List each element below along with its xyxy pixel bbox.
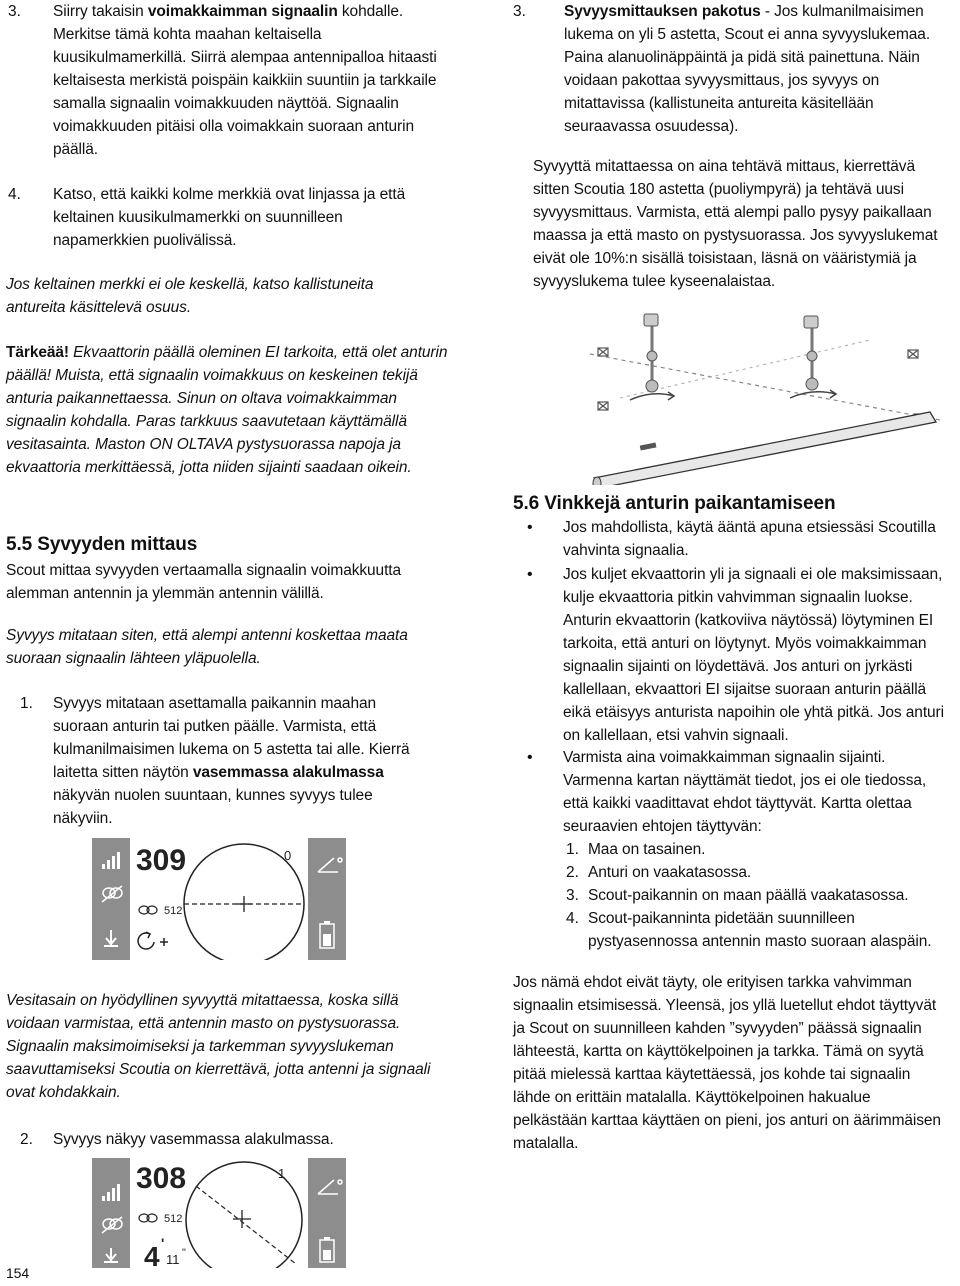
page-number: 154 <box>6 1265 30 1281</box>
condition-1-text: Maa on tasainen. <box>588 841 706 858</box>
count-value: 512 <box>164 905 183 917</box>
depth-inches-value: 11 <box>166 1252 180 1267</box>
buried-pipe <box>593 412 936 485</box>
pole-marker-icon <box>598 348 608 356</box>
count-value: 512 <box>164 1213 183 1225</box>
important-note: Tärkeää! Ekvaattorin päällä oleminen EI tarkoita, että olet anturin päällä! Muista, että signaalin voimakkuus on keskeinen tekijä anturia paikannettaessa. Sinun on oltava voimakkaimman signaalin kohdalla. Paras tarkkuus saavutetaan käyttämällä vesitasainta. Maston ON OLTAVA pystysuorassa napoja ja ekvaattoria merkittäessä, jotta niiden sijainti saadaan oikein. <box>6 344 448 476</box>
tip-bullet-3: Varmista aina voimakkaimman signaalin sijainti. Varmenna kartan näyttämät tiedot, jos ei ole tiedossa, että kaikki vaadittavat ehdot täyttyvät. Kartta olettaa seuraavien ehtojen täyttyvän: <box>563 749 927 835</box>
signal-strength-value: 309 <box>136 844 187 877</box>
bullet-2-dot: • <box>527 566 533 583</box>
angle-value: 0 <box>284 848 292 863</box>
section-5-5-intro: Scout mittaa syvyyden vertaamalla signaalin voimakkuutta alemman antennin ja ylemmän antennin välillä. <box>6 562 402 602</box>
condition-4-text: Scout-paikanninta pidetään suunnilleen pystyasennossa antennin masto suoraan alaspäin. <box>588 910 932 950</box>
signal-strength-value: 308 <box>136 1162 187 1195</box>
feet-mark: ' <box>161 1235 165 1251</box>
condition-4-number: 4. <box>566 910 579 927</box>
right-step3-text: Syvyysmittauksen pakotus - Jos kulmanilmaisimen lukema on yli 5 astetta, Scout ei anna syvyyslukemaa. Paina alanuolinäppäintä ja pidä sitä painettuna. Näin voidaan pakottaa syvyysmittaus, jos syvyys on mitattavissa (kallistuneita antureita käsitellään seuraavassa osuudessa). <box>564 3 931 135</box>
right-step3-number: 3. <box>513 3 526 20</box>
section-5-5-italic: Syvyys mitataan siten, että alempi antenni koskettaa maata suoraan signaalin lähteen yläpuolella. <box>6 627 408 667</box>
tip-bullet-2: Jos kuljet ekvaattorin yli ja signaali ei ole maksimissaan, kulje ekvaattoria pitkin vahvimman signaalin luokse. Anturin ekvaattorin (katkoviiva näytössä) löytyminen EI tarkoita, että anturi on löytynyt. Myös voimakkaimman signaalin sijainti on löydettävä. Jos anturi on jyrkästi kallellaan, ekvaattori EI sijaitse suoraan anturin päällä eikä etäisyys anturista napoihin ole yhtä pitkä. Jos anturi on kallellaan, etsi vahvin signaali. <box>563 566 944 744</box>
section-5-6-title: 5.6 Vinkkejä anturin paikantamiseen <box>513 493 836 514</box>
display-2-graphic <box>92 1158 346 1268</box>
display-1-graphic <box>92 838 346 960</box>
section-5-5-title: 5.5 Syvyyden mittaus <box>6 534 198 555</box>
closing-paragraph: Jos nämä ehdot eivät täyty, ole erityisen tarkka vahvimman signaalin etsimisessä. Yleensä, jos yllä luetellut ehdot täyttyvät ja Scout on suunnilleen kahden ”syvyyden” päässä signaalin lähteestä, kartta on käyttökelpoinen ja tarkka. Tämä on syytä pitää mielessä karttaa käytettäessä, jos kohde tai signaalin lähde on erittäin matalalla. Käyttökelpoinen hakualue pelkästään karttaa käyttäen on pieni, jos anturi on äärimmäisen matalalla. <box>513 974 941 1152</box>
bullet-1-dot: • <box>527 519 533 536</box>
bullet-3-dot: • <box>527 749 533 766</box>
locator-over-pipe-illustration <box>580 310 950 485</box>
condition-3-number: 3. <box>566 887 579 904</box>
left-italic-note: Jos keltainen merkki ei ole keskellä, katso kallistuneita antureita käsittelevä osuus. <box>6 276 374 316</box>
inch-mark: " <box>182 1247 186 1259</box>
condition-2-number: 2. <box>566 864 579 881</box>
locator-device-icon <box>790 316 836 398</box>
angle-value: 1 <box>278 1166 286 1181</box>
illustration-graphic <box>580 310 950 485</box>
left-step3-text: Siirry takaisin voimakkaimman signaalin kohdalle. Merkitse tämä kohta maahan keltaisella kuusikulmamerkillä. Siirrä alempaa antennipalloa hitaasti keltaisesta merkistä poispäin kaikkiin suuntiin ja tarkkaile samalla signaalin voimakkuuden näyttöä. Signaalin voimakkuuden pitäisi olla voimakkain suoraan anturin päällä. <box>53 3 437 158</box>
pole-marker-icon <box>908 350 918 358</box>
condition-2-text: Anturi on vaakatasossa. <box>588 864 752 881</box>
left-step4-number: 4. <box>8 186 21 203</box>
condition-1-number: 1. <box>566 841 579 858</box>
rotate-paragraph: Syvyyttä mitattaessa on aina tehtävä mittaus, kierrettävä sitten Scoutia 180 astetta (puoliympyrä) ja tehtävä uusi syvyysmittaus. Varmista, että alempi pallo pysyy paikallaan maassa ja että masto on pystysuorassa. Jos syvyyslukemat eivät ole 10%:n sisällä toisistaan, läsnä on vääristymiä ja syvyyslukema tulee kyseenalaistaa. <box>533 158 938 290</box>
locator-device-icon <box>630 314 674 400</box>
depth-step1-text: Syvyys mitataan asettamalla paikannin maahan suoraan anturin tai putken päälle. Varmista, että kulmanilmaisimen lukema on 5 astetta tai alle. Kierrä laitetta sitten näytön vasemmassa alakulmassa näkyvän nuolen suuntaan, kunnes syvyys tulee näkyviin. <box>53 695 410 827</box>
section-5-5-italic-2: Vesitasain on hyödyllinen syvyyttä mitattaessa, koska sillä voidaan varmistaa, että antennin masto on pystysuorassa. Signaalin maksimoimiseksi ja tarkemman syvyyslukeman saavuttamiseksi Scoutia on kierrettävä, jotta antenni ja signaali ovat kohdakkain. <box>6 992 431 1101</box>
tip-bullet-1: Jos mahdollista, käytä ääntä apuna etsiessäsi Scoutilla vahvinta signaalia. <box>563 519 936 559</box>
depth-step2-text: Syvyys näkyy vasemmassa alakulmassa. <box>53 1131 334 1148</box>
condition-3-text: Scout-paikannin on maan päällä vaakatasossa. <box>588 887 909 904</box>
depth-step2-number: 2. <box>20 1131 33 1148</box>
depth-step1-number: 1. <box>20 695 33 712</box>
depth-feet-value: 4 <box>144 1241 160 1268</box>
locator-display-1 <box>92 838 346 960</box>
left-step3-number: 3. <box>8 3 21 20</box>
pole-marker-icon <box>598 402 608 410</box>
left-step4-text: Katso, että kaikki kolme merkkiä ovat linjassa ja että keltainen kuusikulmamerkki on suunnilleen napamerkkien puolivälissä. <box>53 186 406 249</box>
locator-display-2 <box>92 1158 346 1268</box>
